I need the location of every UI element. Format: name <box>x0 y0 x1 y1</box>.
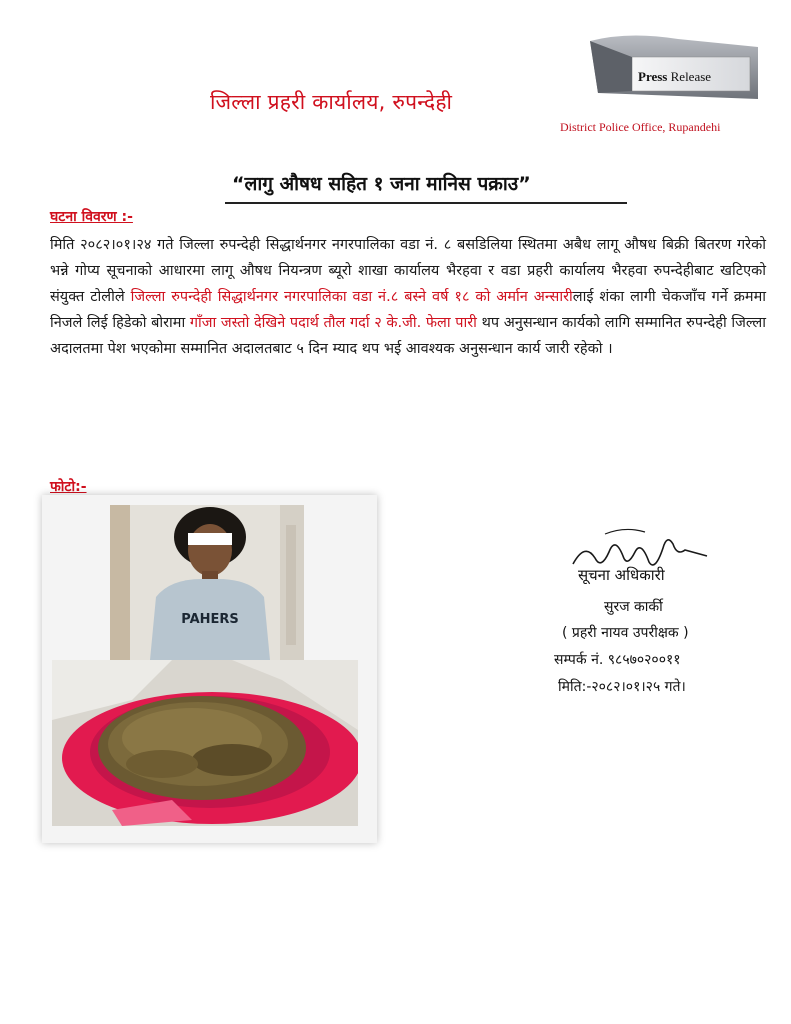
information-officer-title: सूचना अधिकारी <box>578 566 665 584</box>
photo-label: फोटो:- <box>50 479 87 495</box>
office-title-english: District Police Office, Rupandehi <box>560 120 721 134</box>
headline-underline <box>225 202 627 204</box>
event-details-label: घटना विवरण :- <box>50 209 133 225</box>
release-date: मिति:-२०८२।०१।२५ गते। <box>558 679 686 695</box>
officer-rank: ( प्रहरी नायव उपरीक्षक ) <box>562 625 689 641</box>
shirt-print: PAHERS <box>181 612 239 627</box>
office-title-nepali: जिल्ला प्रहरी कार्यालय, रुपन्देही <box>210 90 453 114</box>
press-release-label: Press Release <box>638 69 712 84</box>
officer-name: सुरज कार्की <box>604 599 663 615</box>
seized-substance-photo <box>52 660 358 826</box>
event-description: मिति २०८२।०१।२४ गते जिल्ला रुपन्देही सिद्धार्थनगर नगरपालिका वडा नं. ८ बसडिलिया स्थितमा अबैध लागू औषध बिक्री बितरण गरेको भन्ने गोप्य सूचनाको आधारमा लागू औषध नियन्त्रण ब्यूरो शाखा कार्यालय भैरहवा र वडा प्रहरी कार्यालय भैरहवा रुपन्देहीबाट खटिएको संयुक्त टोलीले जिल्ला रुपन्देही सिद्धार्थनगर नगरपालिका वडा नं.८ बस्ने वर्ष १८ को अर्मान अन्सारीलाई शंका लागी चेकजाँच गर्ने क्रममा निजले लिई हिडेको बोरामा गाँजा जस्तो देखिने पदार्थ तौल गर्दा २ के.जी. फेला पारी थप अनुसन्धान कार्यको लागि सम्मानित रुपन्देही जिल्ला अदालतमा पेश भएकोमा सम्मानित अदालतबाट ५ दिन म्याद थप भई आवश्यक अनुसन्धान कार्य जारी रहेको । <box>50 237 766 357</box>
suspect-photo <box>110 505 304 660</box>
officer-contact: सम्पर्क नं. ९८५७०२००११ <box>554 652 681 668</box>
headline: “लागु औषध सहित १ जना मानिस पक्राउ” <box>232 173 531 195</box>
